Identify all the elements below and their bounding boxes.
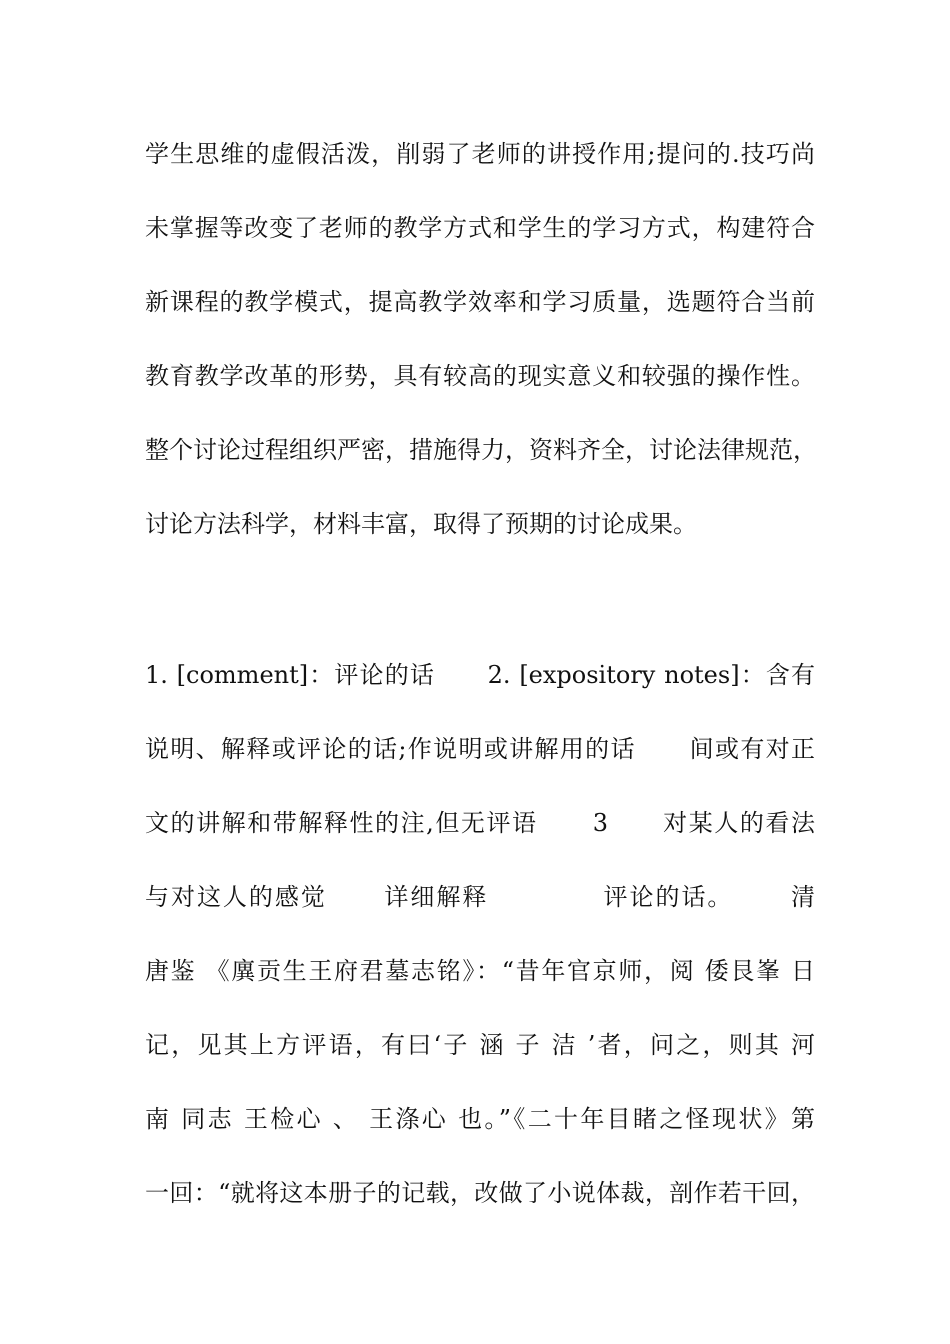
paragraph-1-line-4: 教育教学改革的形势，具有较高的现实意义和较强的操作性。	[145, 362, 815, 390]
paragraph-2-line-4: 与对这人的感觉 详细解释 评论的话。 清	[145, 883, 815, 911]
paragraph-1-line-1: 学生思维的虚假活泼，削弱了老师的讲授作用;提问的.技巧尚	[145, 140, 815, 168]
paragraph-2-line-8: 一回：“就将这本册子的记载，改做了小说体裁，剖作若干回，	[145, 1179, 815, 1207]
paragraph-2-line-3: 文的讲解和带解释性的注,但无评语 3 对某人的看法	[145, 809, 815, 837]
paragraph-1-line-3: 新课程的教学模式，提高教学效率和学习质量，选题符合当前	[145, 288, 815, 316]
paragraph-2-line-2: 说明、解释或评论的话;作说明或讲解用的话 间或有对正	[145, 735, 815, 763]
paragraph-1-line-2: 未掌握等改变了老师的教学方式和学生的学习方式，构建符合	[145, 214, 815, 242]
paragraph-2-line-7: 南 同志 王检心 、 王涤心 也。”《二十年目睹之怪现状》第	[145, 1105, 815, 1133]
paragraph-1-line-6: 讨论方法科学，材料丰富，取得了预期的讨论成果。	[145, 510, 697, 538]
paragraph-2-line-1: 1. [comment]：评论的话 2. [expository notes]：含有	[145, 661, 815, 689]
paragraph-1-line-5: 整个讨论过程组织严密，措施得力，资料齐全，讨论法律规范，	[145, 436, 817, 464]
paragraph-2-line-6: 记，见其上方评语，有曰‘子 涵 子 洁 ’者，问之，则其 河	[145, 1031, 815, 1059]
paragraph-2-line-5: 唐鉴 《廙贡生王府君墓志铭》：“昔年官京师，阅 倭艮峯 日	[145, 957, 815, 985]
